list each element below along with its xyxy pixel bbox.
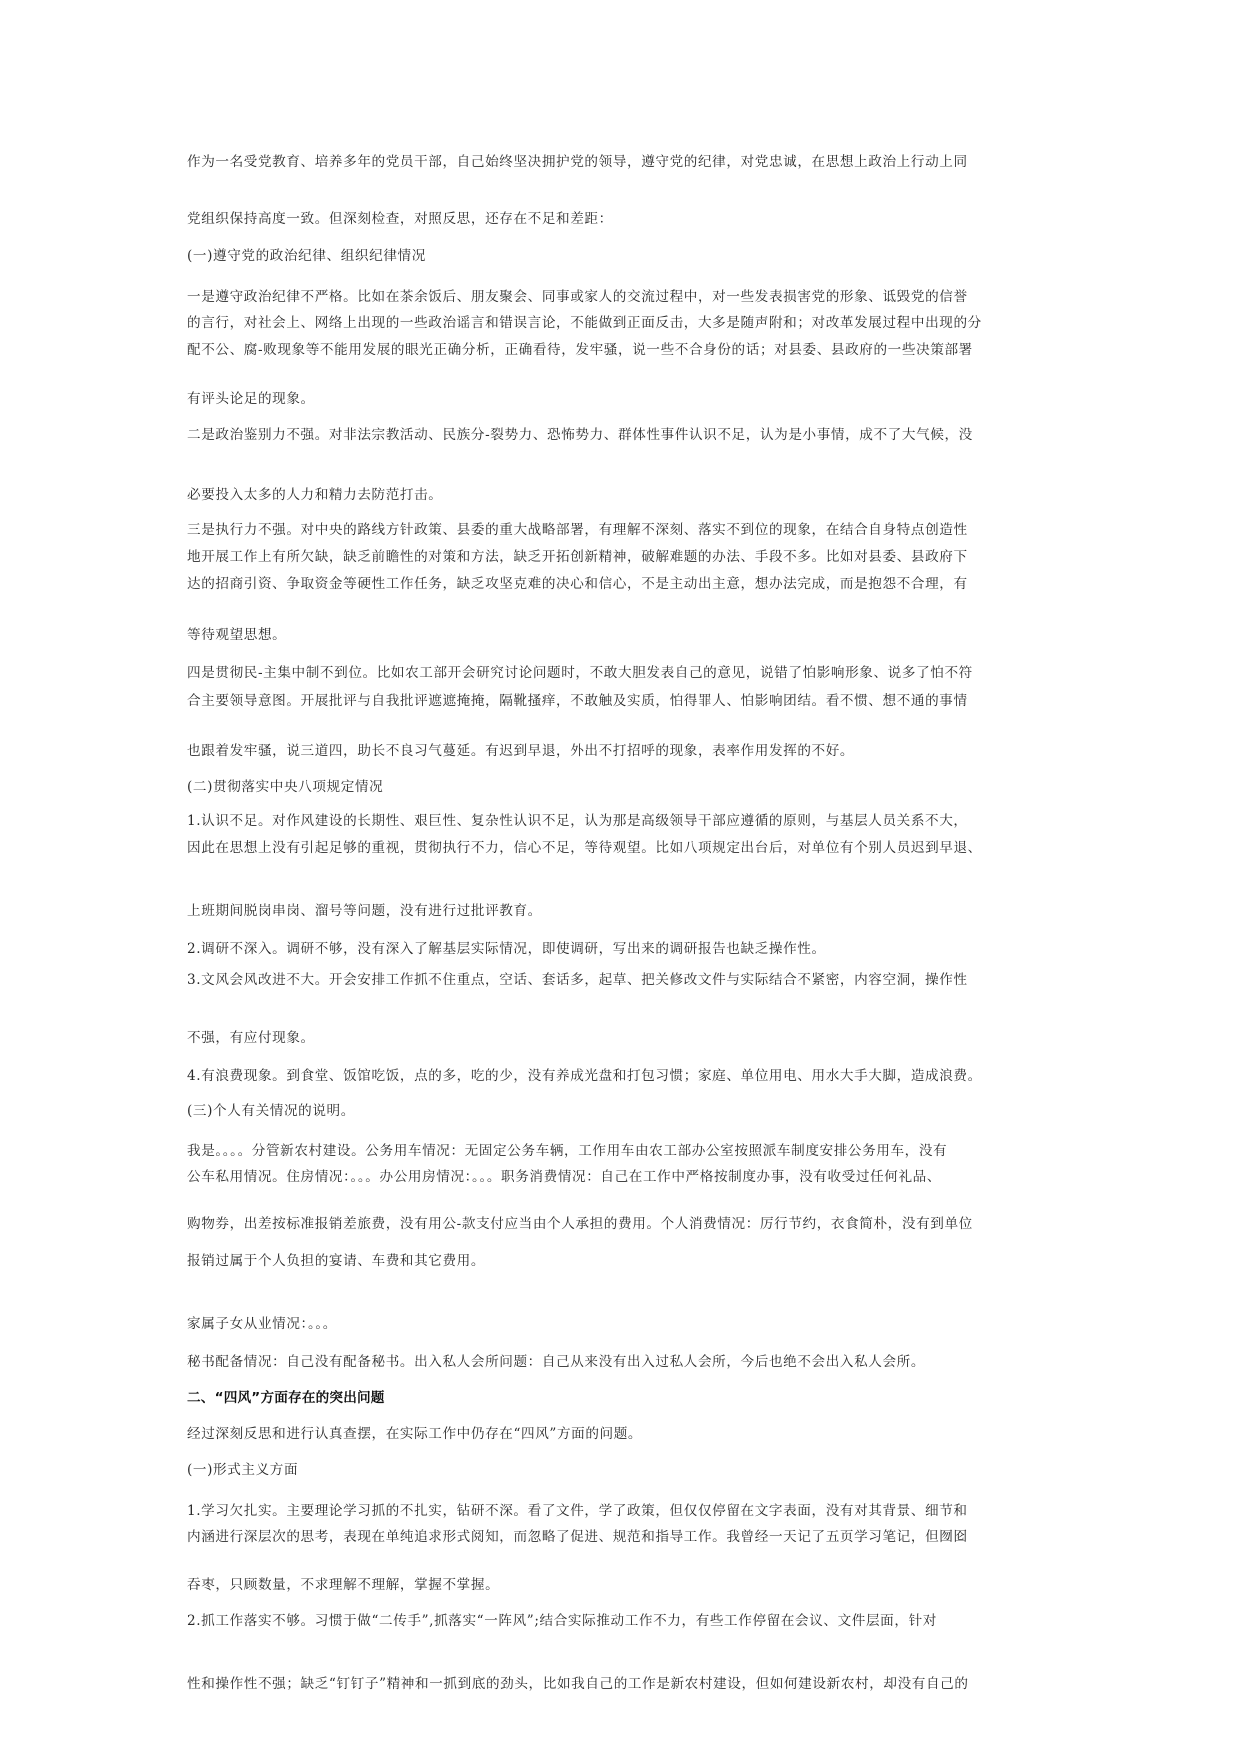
chapter-heading: 二、“四风”方面存在的突出问题: [187, 1390, 385, 1406]
text-line: 有评头论足的现象。: [187, 391, 315, 407]
text-line: 配不公、腐-败现象等不能用发展的眼光正确分析，正确看待，发牢骚，说一些不合身份的话；对县委、县政府的一些决策部署: [187, 342, 973, 358]
text-line: 二是政治鉴别力不强。对非法宗教活动、民族分-裂势力、恐怖势力、群体性事件认识不足，认为是小事情，成不了大气候，没: [187, 427, 973, 443]
section-heading: (一)遵守党的政治纪律、组织纪律情况: [187, 248, 426, 264]
text-line: 作为一名受党教育、培养多年的党员干部，自己始终坚决拥护党的领导，遵守党的纪律，对党忠诚，在思想上政治上行动上同: [187, 154, 968, 170]
text-line: 不强，有应付现象。: [187, 1030, 315, 1046]
text-line: 购物券，出差按标准报销差旅费，没有用公-款支付应当由个人承担的费用。个人消费情况：厉行节约，衣食简朴，没有到单位: [187, 1216, 973, 1232]
text-line: 党组织保持高度一致。但深刻检查，对照反思，还存在不足和差距：: [187, 211, 613, 227]
text-line: 也跟着发牢骚，说三道四，助长不良习气蔓延。有迟到早退，外出不打招呼的现象，表率作用发挥的不好。: [187, 743, 855, 759]
text-line: 2.调研不深入。调研不够，没有深入了解基层实际情况，即使调研，写出来的调研报告也缺乏操作性。: [187, 941, 826, 957]
text-line: 等待观望思想。: [187, 627, 287, 643]
text-line: 2.抓工作落实不够。习惯于做“二传手”,抓落实“一阵风”;结合实际推动工作不力，有些工作停留在会议、文件层面，针对: [187, 1613, 937, 1629]
text-line: 公车私用情况。住房情况：。。。办公用房情况：。。。职务消费情况：自己在工作中严格按制度办事，没有收受过任何礼品、: [187, 1169, 942, 1185]
text-line: 一是遵守政治纪律不严格。比如在茶余饭后、朋友聚会、同事或家人的交流过程中，对一些发表损害党的形象、诋毁党的信誉: [187, 289, 968, 305]
text-line: 性和操作性不强；缺乏“钉钉子”精神和一抓到底的劲头，比如我自己的工作是新农村建设，但如何建设新农村，却没有自己的: [187, 1676, 969, 1692]
text-line: 内涵进行深层次的思考，表现在单纯追求形式阅知，而忽略了促进、规范和指导工作。我曾经一天记了五页学习笔记，但囫囵: [187, 1529, 968, 1545]
text-line: 经过深刻反思和进行认真查摆，在实际工作中仍存在“四风”方面的问题。: [187, 1426, 643, 1442]
text-line: 合主要领导意图。开展批评与自我批评遮遮掩掩，隔靴搔痒，不敢触及实质，怕得罪人、怕影响团结。看不惯、想不通的事情: [187, 693, 968, 709]
text-line: 上班期间脱岗串岗、溜号等问题，没有进行过批评教育。: [187, 903, 542, 919]
text-line: 因此在思想上没有引起足够的重视，贯彻执行不力，信心不足，等待观望。比如八项规定出台后，对单位有个别人员迟到早退、: [187, 840, 982, 856]
text-line: 达的招商引资、争取资金等硬性工作任务，缺乏攻坚克难的决心和信心，不是主动出主意，想办法完成，而是抱怨不合理，有: [187, 576, 968, 592]
text-line: 我是。。。。分管新农村建设。公务用车情况：无固定公务车辆，工作用车由农工部办公室按照派车制度安排公务用车，没有: [187, 1143, 948, 1159]
text-line: 秘书配备情况：自己没有配备秘书。出入私人会所问题：自己从来没有出入过私人会所，今后也绝不会出入私人会所。: [187, 1354, 926, 1370]
section-heading: (一)形式主义方面: [187, 1462, 299, 1478]
text-line: 地开展工作上有所欠缺，缺乏前瞻性的对策和方法，缺乏开拓创新精神，破解难题的办法、手段不多。比如对县委、县政府下: [187, 549, 968, 565]
section-heading: (二)贯彻落实中央八项规定情况: [187, 779, 384, 795]
text-line: 4.有浪费现象。到食堂、饭馆吃饭，点的多，吃的少，没有养成光盘和打包习惯；家庭、单位用电、用水大手大脚，造成浪费。: [187, 1068, 982, 1084]
text-line: 3.文风会风改进不大。开会安排工作抓不住重点，空话、套话多，起草、把关修改文件与实际结合不紧密，内容空洞，操作性: [187, 972, 968, 988]
text-line: 吞枣，只顾数量，不求理解不理解，掌握不掌握。: [187, 1577, 500, 1593]
text-line: 必要投入太多的人力和精力去防范打击。: [187, 487, 443, 503]
text-line: 四是贯彻民-主集中制不到位。比如农工部开会研究讨论问题时，不敢大胆发表自己的意见，说错了怕影响形象、说多了怕不符: [187, 665, 973, 681]
text-line: 的言行，对社会上、网络上出现的一些政治谣言和错误言论，不能做到正面反击，大多是随声附和；对改革发展过程中出现的分: [187, 315, 982, 331]
section-heading: (三)个人有关情况的说明。: [187, 1103, 355, 1119]
text-line: 家属子女从业情况：。。。: [187, 1316, 337, 1332]
text-line: 1.学习欠扎实。主要理论学习抓的不扎实，钻研不深。看了文件，学了政策，但仅仅停留在文字表面，没有对其背景、细节和: [187, 1503, 968, 1519]
text-line: 1.认识不足。对作风建设的长期性、艰巨性、复杂性认识不足，认为那是高级领导干部应遵循的原则，与基层人员关系不大，: [187, 813, 968, 829]
text-line: 三是执行力不强。对中央的路线方针政策、县委的重大战略部署，有理解不深刻、落实不到位的现象，在结合自身特点创造性: [187, 522, 968, 538]
text-line: 报销过属于个人负担的宴请、车费和其它费用。: [187, 1253, 486, 1269]
